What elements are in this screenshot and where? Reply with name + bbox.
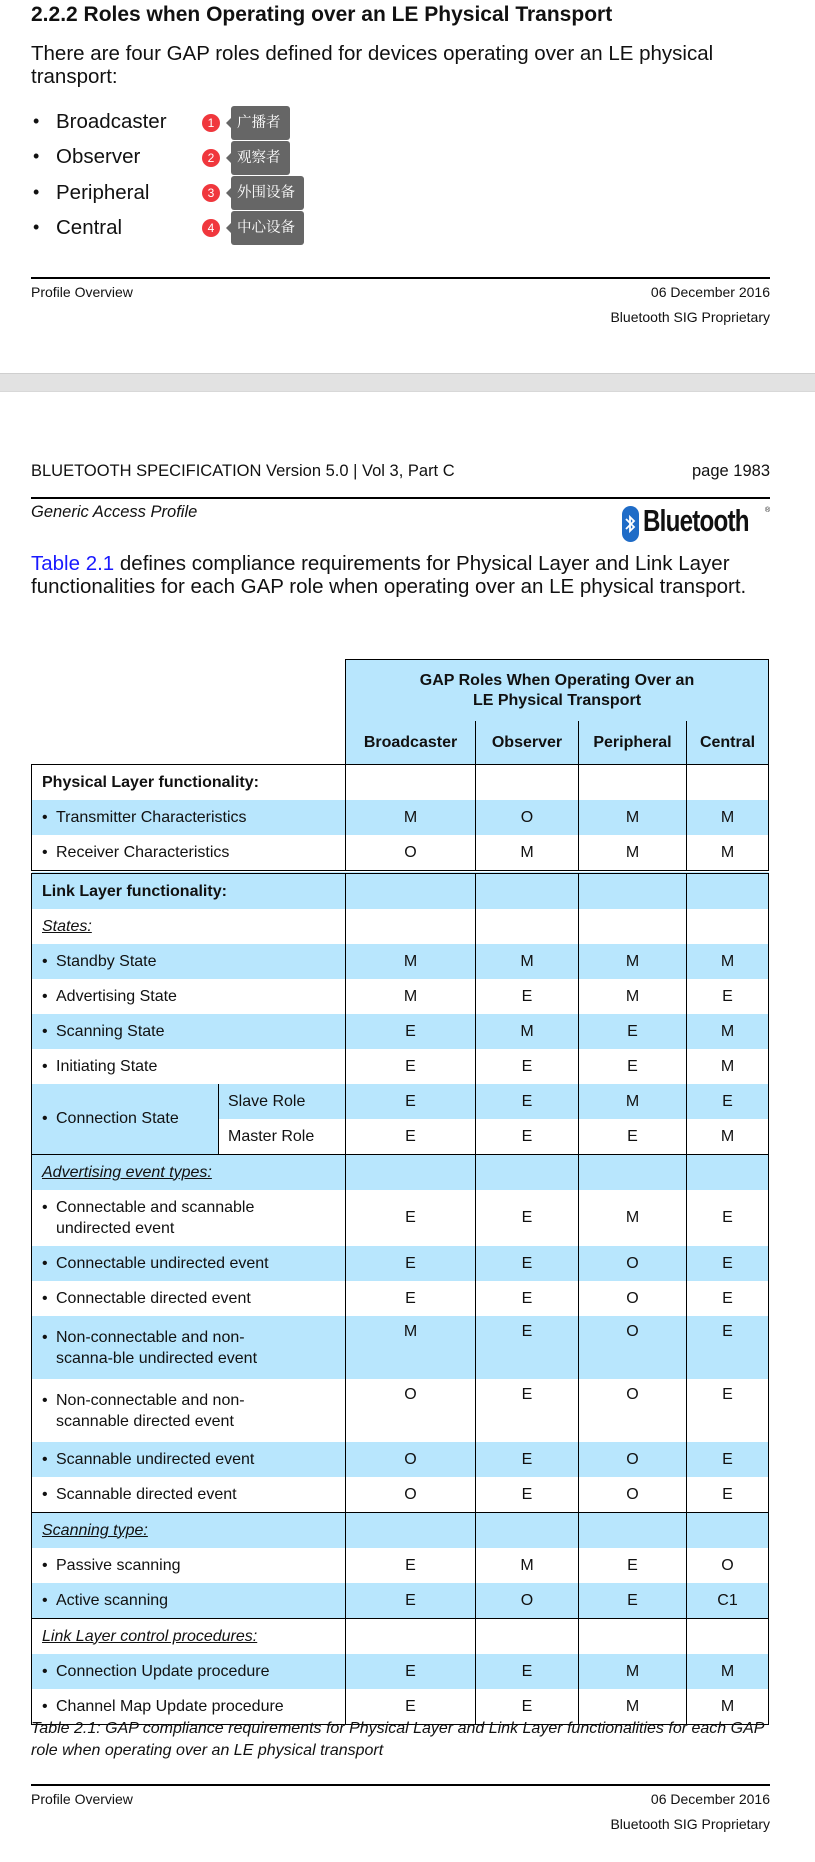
table-cell	[32, 1548, 346, 1583]
bullet-icon: •	[42, 952, 48, 970]
table-group-header-line: GAP Roles When Operating Over an	[419, 671, 695, 689]
value-cell	[687, 909, 769, 944]
annotation-number-badge: 3	[202, 184, 220, 202]
annotation-tag: 外围设备	[231, 176, 304, 210]
row-label: Initiating State	[56, 1057, 158, 1075]
value-cell: M	[579, 1689, 687, 1725]
section-row	[32, 765, 769, 801]
footer-divider	[31, 277, 770, 279]
table-row	[32, 979, 769, 1014]
page-separator	[0, 373, 815, 392]
table-cell	[32, 944, 346, 979]
value-cell: E	[476, 1246, 579, 1281]
value-cell: E	[476, 1316, 579, 1379]
value-cell: O	[579, 1442, 687, 1477]
table-row	[32, 800, 769, 835]
value-cell: M	[579, 979, 687, 1014]
value-cell	[687, 1155, 769, 1191]
bullet-icon: •	[42, 1662, 48, 1680]
table-cell	[32, 721, 346, 765]
bullet-icon: •	[42, 1450, 48, 1468]
value-cell	[346, 872, 476, 909]
role-label: Central	[56, 216, 123, 239]
annotation-number-badge: 1	[202, 114, 220, 132]
table-group-header	[346, 660, 769, 722]
table-cell	[32, 1246, 346, 1281]
value-cell	[579, 1513, 687, 1549]
bullet-icon: •	[42, 1289, 48, 1307]
value-cell	[687, 765, 769, 801]
value-cell: M	[687, 1119, 769, 1155]
value-cell: E	[687, 1379, 769, 1442]
value-cell	[476, 1513, 579, 1549]
table-row	[32, 944, 769, 979]
table-row	[32, 1442, 769, 1477]
value-cell	[687, 1513, 769, 1549]
spec-header-title: BLUETOOTH SPECIFICATION Version 5.0 | Vol 3, Part C	[31, 462, 455, 480]
row-label: Connection State	[56, 1110, 179, 1127]
value-cell	[579, 1619, 687, 1655]
value-cell: O	[346, 1442, 476, 1477]
table-cell	[32, 1281, 346, 1316]
row-label: Connection Update procedure	[56, 1662, 270, 1680]
value-cell	[346, 765, 476, 801]
value-cell: E	[476, 1442, 579, 1477]
intro-paragraph-line2: transport:	[31, 65, 118, 88]
gap-compliance-table	[31, 659, 769, 1725]
bullet-icon: •	[42, 1556, 48, 1574]
value-cell: M	[346, 944, 476, 979]
value-cell: M	[579, 944, 687, 979]
table-cell	[32, 1316, 346, 1379]
table-cell	[32, 1654, 346, 1689]
bluetooth-rune-icon	[622, 506, 639, 542]
value-cell	[346, 1619, 476, 1655]
row-label: Connectable directed event	[56, 1289, 251, 1307]
value-cell: E	[346, 1119, 476, 1155]
bullet-icon: •	[42, 843, 48, 861]
value-cell: M	[346, 979, 476, 1014]
value-cell: E	[346, 1548, 476, 1583]
table-cell	[32, 1014, 346, 1049]
value-cell: E	[579, 1014, 687, 1049]
table-cell	[32, 1084, 219, 1155]
table-cell	[32, 660, 346, 722]
table-row	[32, 1548, 769, 1583]
value-cell: E	[579, 1548, 687, 1583]
table-cell	[32, 800, 346, 835]
bullet-icon: •	[33, 182, 40, 202]
value-cell: M	[579, 1190, 687, 1246]
section-label: Link Layer functionality:	[32, 872, 346, 909]
table-row	[32, 1281, 769, 1316]
value-cell: E	[476, 1049, 579, 1084]
footer-section-name: Profile Overview	[31, 284, 133, 300]
subsection-label: Scanning type:	[32, 1513, 346, 1549]
bullet-icon: •	[42, 1328, 48, 1346]
table-row	[32, 1379, 769, 1442]
row-sublabel: Slave Role	[219, 1084, 346, 1119]
registered-mark: ®	[765, 507, 771, 514]
bullet-icon: •	[42, 1485, 48, 1503]
intro-text-line2: functionalities for each GAP role when operating over an LE physical transport.	[31, 575, 747, 598]
bullet-icon: •	[42, 1110, 48, 1127]
table-cell	[32, 1190, 346, 1246]
row-label: Scannable directed event	[56, 1485, 237, 1503]
header-row	[32, 660, 769, 722]
role-label: Observer	[56, 145, 141, 168]
value-cell: E	[346, 1014, 476, 1049]
bullet-icon: •	[42, 1254, 48, 1272]
table-row	[32, 1014, 769, 1049]
table-cell	[32, 1379, 346, 1442]
subsection-label: Advertising event types:	[32, 1155, 346, 1191]
value-cell: M	[579, 800, 687, 835]
header-divider	[31, 497, 770, 499]
row-label: Channel Map Update procedure	[56, 1697, 284, 1715]
footer-section-name: Profile Overview	[31, 1791, 133, 1807]
value-cell: E	[346, 1689, 476, 1725]
row-label: Non-connectable and non-scannable directed event	[56, 1391, 245, 1430]
value-cell: O	[476, 1583, 579, 1619]
section-label: Physical Layer functionality:	[32, 765, 346, 801]
value-cell	[346, 1155, 476, 1191]
value-cell: E	[476, 1689, 579, 1725]
value-cell	[579, 1155, 687, 1191]
value-cell: M	[579, 1084, 687, 1119]
value-cell: O	[579, 1246, 687, 1281]
value-cell: O	[687, 1548, 769, 1583]
value-cell	[687, 1619, 769, 1655]
table-row	[32, 1316, 769, 1379]
value-cell: M	[346, 800, 476, 835]
value-cell	[346, 1513, 476, 1549]
bullet-icon: •	[33, 146, 40, 166]
annotation-number-badge: 4	[202, 219, 220, 237]
row-label: Standby State	[56, 952, 157, 970]
subsection-row	[32, 1513, 769, 1549]
value-cell: E	[476, 1477, 579, 1513]
footer-date: 06 December 2016	[650, 1791, 770, 1807]
table-row	[32, 1190, 769, 1246]
value-cell: E	[346, 1049, 476, 1084]
row-label: Receiver Characteristics	[56, 843, 230, 861]
value-cell: E	[687, 1190, 769, 1246]
value-cell: E	[687, 1246, 769, 1281]
value-cell: E	[687, 1316, 769, 1379]
value-cell: E	[346, 1246, 476, 1281]
value-cell	[476, 1155, 579, 1191]
value-cell: E	[476, 1119, 579, 1155]
row-label: Scanning State	[56, 1022, 165, 1040]
subsection-row	[32, 1619, 769, 1655]
annotation-tag: 观察者	[231, 141, 290, 175]
value-cell: M	[476, 944, 579, 979]
value-cell: C1	[687, 1583, 769, 1619]
value-cell: O	[579, 1281, 687, 1316]
row-label: Active scanning	[56, 1591, 169, 1609]
row-label: Advertising State	[56, 987, 177, 1005]
subsection-label: Link Layer control procedures:	[32, 1619, 346, 1655]
table-row	[32, 1084, 769, 1119]
page-number: page 1983	[692, 462, 770, 480]
row-label: Scannable undirected event	[56, 1450, 255, 1468]
value-cell: M	[687, 1689, 769, 1725]
value-cell: O	[346, 835, 476, 872]
annotation-tag: 广播者	[231, 106, 290, 140]
value-cell: M	[687, 1049, 769, 1084]
role-label: Broadcaster	[56, 110, 167, 133]
value-cell: E	[476, 1084, 579, 1119]
bullet-icon: •	[42, 1199, 48, 1216]
value-cell	[476, 909, 579, 944]
value-cell: O	[476, 800, 579, 835]
value-cell: E	[687, 1442, 769, 1477]
table-cell	[32, 1583, 346, 1619]
annotation-number-badge: 2	[202, 149, 220, 167]
footer-proprietary: Bluetooth SIG Proprietary	[610, 309, 770, 325]
table-row	[32, 1049, 769, 1084]
value-cell	[476, 1619, 579, 1655]
bluetooth-wordmark: Bluetooth	[643, 503, 749, 538]
bullet-icon: •	[42, 1057, 48, 1075]
row-label: Connectable and scannable undirected event	[56, 1199, 255, 1237]
value-cell: E	[476, 1281, 579, 1316]
value-cell: M	[687, 800, 769, 835]
document-subtitle: Generic Access Profile	[31, 503, 198, 521]
value-cell: E	[346, 1084, 476, 1119]
value-cell	[476, 765, 579, 801]
value-cell: O	[579, 1316, 687, 1379]
value-cell: E	[687, 1477, 769, 1513]
table-row	[32, 1583, 769, 1619]
value-cell: E	[476, 1654, 579, 1689]
row-label: Transmitter Characteristics	[56, 808, 247, 826]
value-cell: O	[346, 1379, 476, 1442]
subsection-row	[32, 909, 769, 944]
value-cell: E	[346, 1281, 476, 1316]
table-row	[32, 835, 769, 872]
header-row	[32, 721, 769, 765]
role-label: Peripheral	[56, 181, 150, 204]
value-cell: O	[346, 1477, 476, 1513]
bullet-icon: •	[42, 1022, 48, 1040]
value-cell: E	[687, 1281, 769, 1316]
table-reference-link[interactable]: Table 2.1	[31, 552, 115, 575]
value-cell	[579, 909, 687, 944]
value-cell: M	[476, 1548, 579, 1583]
value-cell	[476, 872, 579, 909]
value-cell: E	[476, 979, 579, 1014]
section-heading: 2.2.2 Roles when Operating over an LE Physical Transport	[31, 3, 613, 26]
table-cell	[32, 1477, 346, 1513]
bullet-icon: •	[42, 1591, 48, 1609]
intro-paragraph-line1: There are four GAP roles defined for devices operating over an LE physical	[31, 42, 714, 65]
bullet-icon: •	[42, 1391, 48, 1409]
bullet-icon: •	[42, 808, 48, 826]
column-header-peripheral: Peripheral	[579, 721, 687, 765]
table-row	[32, 1654, 769, 1689]
value-cell: E	[476, 1190, 579, 1246]
value-cell: M	[687, 835, 769, 872]
table-caption: Table 2.1: GAP compliance requirements for Physical Layer and Link Layer functionalities for each GAP role when operating over an LE physical transport	[31, 1720, 764, 1759]
table-row	[32, 1246, 769, 1281]
value-cell: O	[579, 1379, 687, 1442]
value-cell: M	[579, 835, 687, 872]
table-group-header-line: LE Physical Transport	[472, 691, 642, 709]
column-header-observer: Observer	[476, 721, 579, 765]
column-header-broadcaster: Broadcaster	[346, 721, 476, 765]
value-cell: M	[476, 835, 579, 872]
value-cell	[579, 872, 687, 909]
value-cell	[687, 872, 769, 909]
value-cell	[579, 765, 687, 801]
value-cell: E	[687, 1084, 769, 1119]
footer-date: 06 December 2016	[650, 284, 770, 300]
value-cell: E	[579, 1583, 687, 1619]
value-cell: M	[476, 1014, 579, 1049]
value-cell: M	[687, 944, 769, 979]
footer-divider	[31, 1784, 770, 1786]
bullet-icon: •	[42, 1697, 48, 1715]
value-cell: E	[579, 1049, 687, 1084]
value-cell: E	[687, 979, 769, 1014]
row-sublabel: Master Role	[228, 1127, 315, 1145]
row-label: Non-connectable and non-scanna-ble undirected event	[56, 1328, 258, 1367]
subsection-label: States:	[32, 909, 346, 944]
row-label: Connectable undirected event	[56, 1254, 269, 1272]
value-cell: M	[687, 1654, 769, 1689]
value-cell: E	[346, 1654, 476, 1689]
value-cell: M	[687, 1014, 769, 1049]
value-cell: M	[346, 1316, 476, 1379]
table-cell	[32, 1049, 346, 1084]
table-cell	[32, 979, 346, 1014]
bullet-icon: •	[33, 111, 40, 131]
table-cell	[32, 835, 346, 872]
section-row	[32, 872, 769, 909]
value-cell: E	[579, 1119, 687, 1155]
row-label: Passive scanning	[56, 1556, 181, 1574]
value-cell: O	[579, 1477, 687, 1513]
table-row	[32, 1477, 769, 1513]
value-cell	[346, 909, 476, 944]
subsection-row	[32, 1155, 769, 1191]
annotation-tag: 中心设备	[231, 211, 304, 245]
value-cell: M	[579, 1654, 687, 1689]
value-cell: E	[346, 1583, 476, 1619]
bullet-icon: •	[33, 217, 40, 237]
value-cell: E	[476, 1379, 579, 1442]
value-cell: E	[346, 1190, 476, 1246]
bullet-icon: •	[42, 987, 48, 1005]
table-cell	[32, 1442, 346, 1477]
intro-text: defines compliance requirements for Physical Layer and Link Layer	[114, 552, 730, 575]
footer-proprietary: Bluetooth SIG Proprietary	[610, 1816, 770, 1832]
column-header-central: Central	[687, 721, 769, 765]
